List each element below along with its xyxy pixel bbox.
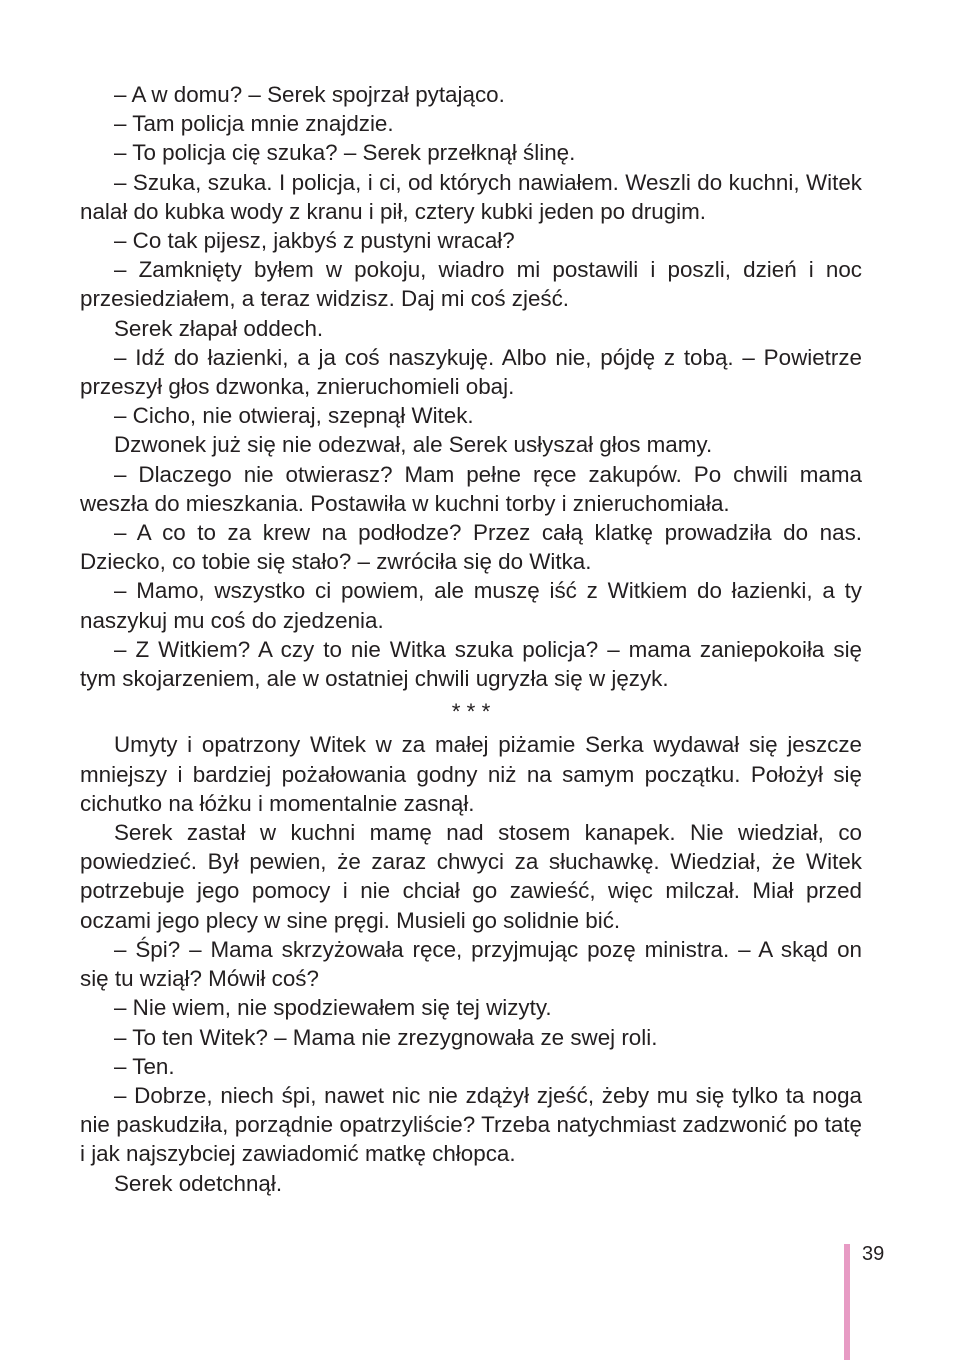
- paragraph: – Nie wiem, nie spodziewałem się tej wizyty.: [114, 995, 552, 1021]
- paragraph: – Zamknięty byłem w pokoju, wiadro mi postawili i poszli, dzień i noc przesiedziałem, a teraz widzisz. Daj mi coś zjeść.: [80, 257, 862, 312]
- paragraph: – Cicho, nie otwieraj, szepnął Witek.: [114, 403, 474, 429]
- paragraph: Umyty i opatrzony Witek w za małej piżamie Serka wydawał się jeszcze mniejszy i bardziej pożałowania godny niż na samym początku. Położył się cichutko na łóżku i momentalnie zasnął.: [80, 732, 862, 816]
- paragraph: – A co to za krew na podłodze? Przez całą klatkę prowadziła do nas. Dziecko, co tobie się stało? – zwróciła się do Witka.: [80, 520, 862, 575]
- paragraph: Serek odetchnął.: [114, 1170, 283, 1196]
- paragraph: – Co tak pijesz, jakbyś z pustyni wracał?: [114, 228, 515, 254]
- section-separator: * * *: [451, 699, 491, 725]
- paragraph: – To policja cię szuka? – Serek przełknął ślinę.: [114, 140, 576, 166]
- paragraph: – Ten.: [114, 1053, 175, 1079]
- paragraph: Serek zastał w kuchni mamę nad stosem kanapek. Nie wiedział, co powiedzieć. Był pewien, że zaraz chwyci za słuchawkę. Wiedział, że Witek potrzebuje jego pomocy i nie chciał go zawieść, więc milczał. Miał przed oczami jego plecy w sine pręgi. Musieli go solidnie bić.: [80, 820, 862, 933]
- paragraph: Serek złapał oddech.: [114, 315, 324, 341]
- page-accent-bar: [844, 1244, 850, 1360]
- page-text: [80, 80, 862, 1198]
- paragraph: – Idź do łazienki, a ja coś naszykuję. Albo nie, pójdę z tobą. – Powietrze przeszył głos dzwonka, znieruchomieli obaj.: [80, 344, 862, 400]
- paragraph: – Śpi? – Mama skrzyżowała ręce, przyjmując pozę ministra. – A skąd on się tu wziął? Mówił coś?: [80, 936, 862, 992]
- paragraph: – Tam policja mnie znajdzie.: [114, 111, 394, 137]
- paragraph: – A w domu? – Serek spojrzał pytająco.: [114, 82, 505, 107]
- paragraph: Dzwonek już się nie odezwał, ale Serek usłyszał głos mamy.: [114, 432, 713, 458]
- paragraph: – Z Witkiem? A czy to nie Witka szuka policja? – mama zaniepokoiła się tym skojarzeniem, ale w ostatniej chwili ugryzła się w język.: [80, 636, 862, 692]
- paragraph: – To ten Witek? – Mama nie zrezygnowała ze swej roli.: [114, 1024, 658, 1050]
- paragraph: – Dlaczego nie otwierasz? Mam pełne ręce zakupów. Po chwili mama weszła do mieszkania. Postawiła w kuchni torby i znieruchomiała.: [80, 461, 862, 516]
- paragraph: – Mamo, wszystko ci powiem, ale muszę iść z Witkiem do łazienki, a ty naszykuj mu coś do zjedzenia.: [80, 578, 862, 633]
- paragraph: – Szuka, szuka. I policja, i ci, od których nawiałem. Weszli do kuchni, Witek nalał do kubka wody z kranu i pił, cztery kubki jeden po drugim.: [80, 169, 862, 224]
- page-number: 39: [862, 1243, 885, 1265]
- paragraph: – Dobrze, niech śpi, nawet nic nie zdążył zjeść, żeby mu się tylko ta noga nie paskudziła, porządnie opatrzyliście? Trzeba natychmiast zadzwonić po tatę i jak najszybciej zawiadomić matkę chłopca.: [80, 1082, 862, 1167]
